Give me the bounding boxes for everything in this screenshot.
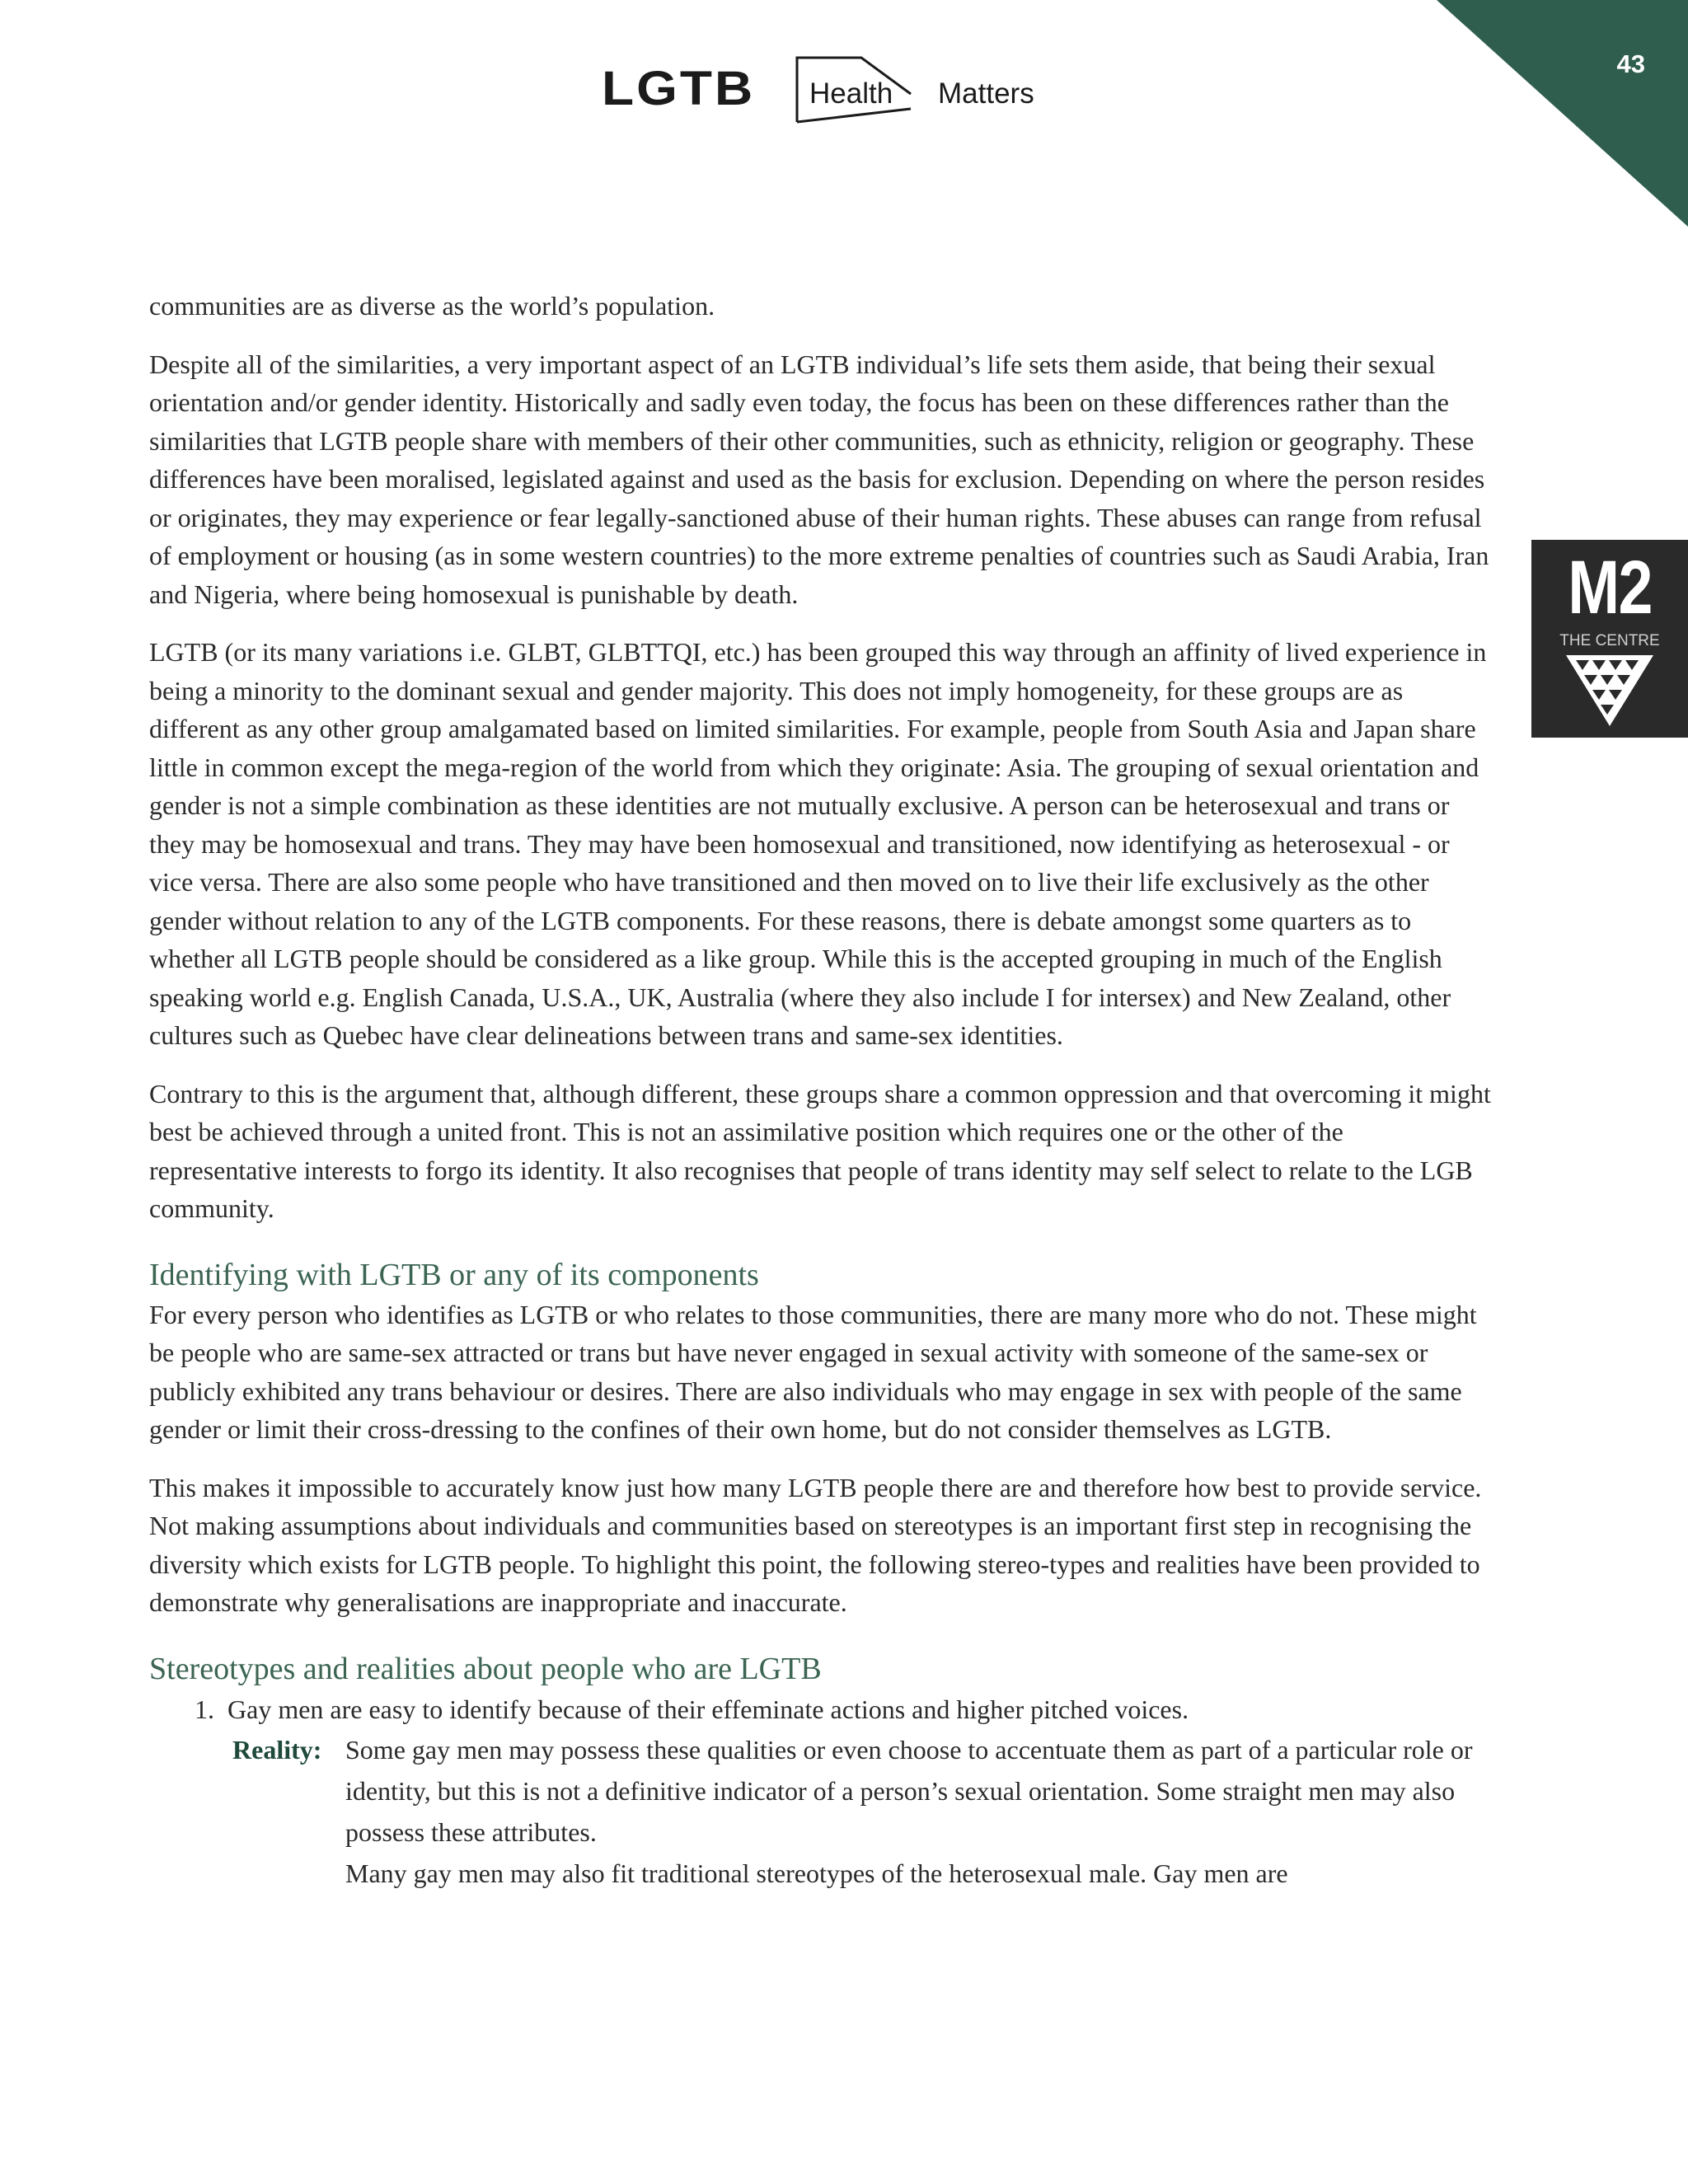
list-item-number: 1. — [195, 1694, 214, 1724]
list-item-text: Gay men are easy to identify because of their effeminate actions and higher pitched voices. — [227, 1694, 1189, 1724]
paragraph: This makes it impossible to accurately know just how many LGTB people there are and therefore how best to provide service. Not making assumptions about individuals and communities based on stereotypes is an important first step in recognising the diversity which exists for LGTB people. To highlight this point, the following stereo-types and realities have been provided to demonstrate why generalisations are inappropriate and inaccurate. — [149, 1472, 1482, 1617]
corner-triangle — [1437, 0, 1688, 227]
paragraph: LGTB (or its many variations i.e. GLBT, GLBTTQI, etc.) has been grouped this way through an affinity of lived experience in being a minority to the dominant sexual and gender majority. This does not imply homogeneity, for these groups are as different as any other group amalgamated based on limited similarities. For example, people from South Asia and Japan share little in common except the mega-region of the world from which they originate: Asia. The grouping of sexual orientation and gender is not a simple combination as these identities are not mutually exclusive. A person can be heterosexual and trans or they may be homosexual and trans. They may have been homosexual and transitioned, now identifying as heterosexual - or vice versa. There are also some people who have transitioned and then moved on to live their life exclusively as the other gender without relation to any of the LGTB components. For these reasons, there is debate amongst some quarters as to whether all LGTB people should be considered as a like group. While this is the accepted grouping in much of the English speaking world e.g. English Canada, U.S.A., UK, Australia (where they also include I for intersex) and New Zealand, other cultures such as Quebec have clear delineations between trans and same-sex identities. — [149, 637, 1487, 1050]
reality-text: Many gay men may also fit traditional stereotypes of the heterosexual male. Gay men are — [345, 1858, 1288, 1888]
reality-block — [149, 1729, 1493, 1894]
page-number: 43 — [1616, 49, 1645, 78]
paragraph: communities are as diverse as the world’s population. — [149, 291, 715, 321]
section-code: M2 — [1568, 546, 1652, 630]
logo-matters-text: Matters — [938, 77, 1034, 110]
logo-health-text: Health — [809, 77, 893, 110]
paragraph: Contrary to this is the argument that, although different, these groups share a common oppression and that overcoming it might best be achieved through a united front. This is not an assimilative position which requires one or the other of the representative interests to forgo its identity. It also recognises that people of trans identity may self select to relate to the LGB community. — [149, 1078, 1491, 1223]
header-logo — [602, 51, 1096, 134]
centre-triangle-logo-icon — [1564, 654, 1655, 728]
list-item — [149, 1690, 1493, 1729]
reality-label: Reality: — [232, 1734, 322, 1765]
paragraph: Despite all of the similarities, a very important aspect of an LGTB individual’s life sets them aside, that being their sexual orientation and/or gender identity. Historically and sadly even today, the focus has been on these differences rather than the similarities that LGTB people share with members of their other communities, such as ethnicity, religion or geography. These differences have been moralised, legislated against and used as the basis for exclusion. Depending on where the person resides or originates, they may experience or fear legally-sanctioned abuse of their human rights. These abuses can range from refusal of employment or housing (as in some western countries) to the more extreme penalties of countries such as Saudi Arabia, Iran and Nigeria, where being homosexual is punishable by death. — [149, 349, 1489, 609]
main-content — [149, 287, 1493, 1894]
section-tab — [1531, 540, 1688, 738]
section-heading: Stereotypes and realities about people who are LGTB — [149, 1651, 822, 1686]
reality-text: Some gay men may possess these qualities or even choose to accentuate them as part of a particular role or identity, but this is not a definitive indicator of a person’s sexual orientation. Some straight men may also possess these attributes. — [345, 1734, 1473, 1847]
logo-main-text: LGTB — [602, 60, 756, 116]
section-heading: Identifying with LGTB or any of its components — [149, 1257, 759, 1292]
paragraph: For every person who identifies as LGTB or who relates to those communities, there are many more who do not. These might be people who are same-sex attracted or trans but have never engaged in sexual activity with someone of the same-sex or publicly exhibited any trans behaviour or desires. There are also individuals who may engage in sex with people of the same gender or limit their cross-dressing to the confines of their own home, but do not consider themselves as LGTB. — [149, 1299, 1477, 1444]
section-subtitle: THE CENTRE — [1559, 632, 1660, 649]
